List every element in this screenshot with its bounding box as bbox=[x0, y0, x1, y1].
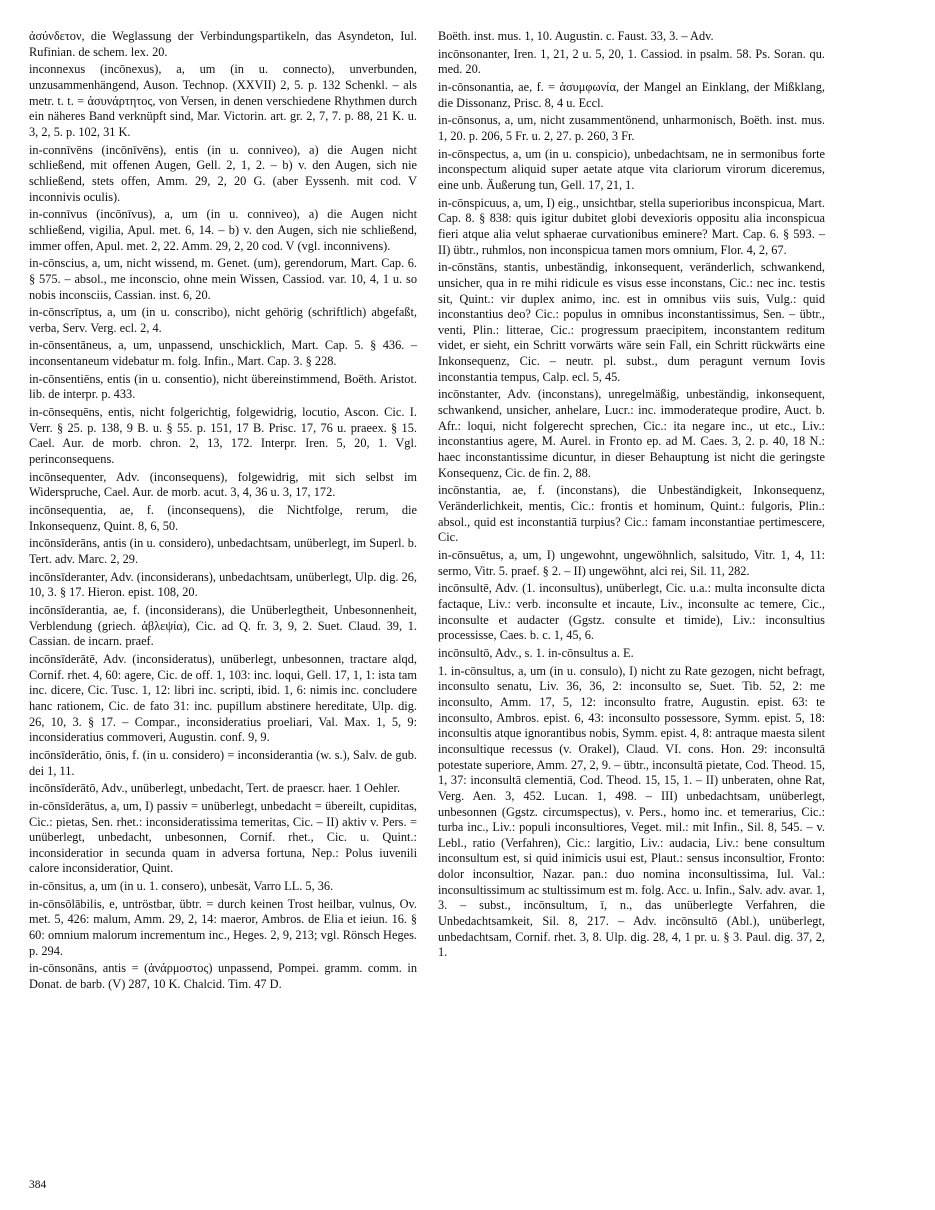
dictionary-entry: incōnsultē, Adv. (1. inconsultus), unüberlegt, Cic. u.a.: multa inconsulte dicta factaque, Liv.: verb. inconsulte et incaute, Liv., inconsulte ac temere, Cic., inconsulte et audacter (Ggstz. consulte et timide), Liv.: inconsultius processisse, Caes. b. c. 1, 45, 6. bbox=[438, 581, 825, 643]
dictionary-entry: incōnsīderātio, ōnis, f. (in u. considero) = inconsiderantia (w. s.), Salv. de gub. dei 1, 11. bbox=[29, 747, 417, 778]
dictionary-entry: in-cōnsonus, a, um, nicht zusammentönend, unharmonisch, Boëth. inst. mus. 1, 20. p. 206, 5 Fr. u. 2, 27. p. 260, 3 Fr. bbox=[438, 113, 825, 143]
dictionary-entry: inconnexus (incōnexus), a, um (in u. connecto), unverbunden, unzusammenhängend, Auson. Technop. (XXVII) 2, 5. p. 132 Schenkl. – als metr. t. t. = ἀσυνάρτητος, von Versen, in denen verschiedene Rhythmen durch ein näheres Band verknüpft sind, Mar. Victorin. art. gr. 2, 7, 7. p. 88, 21 K. u. 3, 2, 5. p. 102, 31 K. bbox=[29, 62, 417, 139]
dictionary-entry: in-cōnscius, a, um, nicht wissend, m. Genet. (um), gerendorum, Mart. Cap. 6. § 575. – absol., me inconscio, ohne mein Wissen, Cassiod. var. 10, 4, 1 u. so nobis inconsciis, Cassian. inst. 6, 20. bbox=[29, 256, 417, 302]
dictionary-entry: incōnsequenter, Adv. (inconsequens), folgewidrig, mit sich selbst im Widerspruche, Cael. Aur. de morb. acut. 3, 4, 36 u. 3, 17, 172. bbox=[29, 469, 417, 500]
left-column bbox=[29, 29, 417, 995]
dictionary-entry: Boëth. inst. mus. 1, 10. Augustin. c. Faust. 33, 3. – Adv. bbox=[438, 29, 714, 43]
dictionary-entry: incōnsīderāns, antis (in u. considero), unbedachtsam, unüberlegt, im Superl. b. Tert. adv. Marc. 2, 29. bbox=[29, 536, 417, 566]
dictionary-entry: in-cōnsīderātus, a, um, I) passiv = unüberlegt, unbedacht = übereilt, cupiditas, Cic.: pietas, Sen. rhet.: inconsideratissima temeritas, Cic. – II) aktiv v. Pers. = unüberlegt, unbedacht, unbesonnen, Cornif. rhet., Cic. u. Quint.: inconsideratior in secunda quam in adversa fortuna, Nep.: Polus iuvenili calore inconsideratior, Quint. bbox=[29, 798, 417, 876]
dictionary-entry: in-cōnsitus, a, um (in u. 1. consero), unbesät, Varro LL. 5, 36. bbox=[29, 879, 334, 894]
dictionary-entry: in-cōnspectus, a, um (in u. conspicio), unbedachtsam, ne in sermonibus forte inconspectum aliquid super aetate atque vita clariorum virorum diceremus, eine unb. Äußerung tun, Gell. 17, 21, 1. bbox=[438, 146, 825, 192]
dictionary-entry: in-cōnsonāns, antis = (ἀνάρμοστος) unpassend, Pompei. gramm. comm. in Donat. de barb. (V) 287, 10 K. Chalcid. Tim. 47 D. bbox=[29, 961, 417, 992]
dictionary-entry: 1. in-cōnsultus, a, um (in u. consulo), I) nicht zu Rate gezogen, nicht befragt, inconsulto senatu, Liv. 36, 36, 2: inconsulto se, Suet. Tib. 52, 2: me inconsulto, Amm. 17, 5, 12: inconsulto fratre, Augustin. epist. 63: te inconsulto, Ambros. epist. 6, 43: inconsulto possessore, Symm. epist. 5, 18: inconsultis atque ignorantibus nobis, Symm. epist. 4, 8: antraque maesta silent inconsultique recessus (v. Orakel), Claud. VI. cons. Hon. 29: inconsultā potestate superiore, Amm. 27, 2, 9. – übtr., inconsultā pietate, Cod. Theod. 15, 1, 37: inconsultā clementiā, Cod. Theod. 15, 15, 1. – II) unberaten, ohne Rat, Verg. Aen. 3, 452. Lucan. 1, 498. – III) unbedachtsam, unüberlegt, unbesonnen (Ggstz. circumspectus), v. Pers., homo inc. et temerarius, Cic.: turba inc., Liv.: populi inconsultiores, Veget. mil.: mit Infin., Sil. 8, 545. – v. Lebl., ratio (Verfahren), Cic.: largitio, Liv.: audacia, Liv.: bene consultum inconsultum est, si quid inimicis usui est, Plaut.: sensus inconsultior, Fronto: dolor inconsultior, Nazar. pan.: duo nomina inconsultissima, Iul. Val.: inconsultissimum ac stultissimum est m. folg. Acc. u. Infin., Salv. adv. avar. 1, 3. – subst., incōnsultum, ī, n., das unüberlegte Verfahren, die Unbedachtsamkeit, Sil. 8, 217. – Adv. incōnsultō (Abl.), unüberlegt, unbedachtsam, Cornif. rhet. 3, 8. Ulp. dig. 28, 4, 1 pr. u. § 3. Paul. dig. 37, 2, 1. bbox=[438, 663, 825, 960]
dictionary-entry: incōnsīderanter, Adv. (inconsiderans), unbedachtsam, unüberlegt, Ulp. dig. 26, 10, 3. § 17. Hieron. epist. 108, 20. bbox=[29, 569, 417, 600]
dictionary-entry: incōnstantia, ae, f. (inconstans), die Unbeständigkeit, Inkonsequenz, Veränderlichkeit, mentis, Cic.: frontis et hominum, Quint.: fulgoris, Plin.: absol., quid est inconstantiā turpius? Cic.: famam inconstantiae pertimescere, Cic. bbox=[438, 483, 825, 545]
page-number: 384 bbox=[29, 1179, 47, 1191]
dictionary-entry: incōnstanter, Adv. (inconstans), unregelmäßig, unbeständig, inkonsequent, schwankend, unsicher, anhelare, Lucr.: inc. immoderateque prodire, Auct. b. Afr.: loqui, nicht folgerecht sprechen, Cic.: ita negare inc., ut etc., Liv.: inconstantius agere, M. Aurel. in Fronto ep. ad M. Caes. 3, 2. p. 40, 18 N.: haec inconstantissime dicuntur, in dieser Behauptung ist nicht die geringste Konsequenz, Cic. de fin. 2, 88. bbox=[438, 387, 825, 480]
dictionary-entry: incōnsīderātē, Adv. (inconsideratus), unüberlegt, unbesonnen, tractare alqd, Cornif. rhet. 4, 60: agere, Cic. de off. 1, 103: inc. loqui, Gell. 17, 1, 1: ista tam inc. dicere, Cic. Tusc. 1, 12: libri inc. scripti, ibid. 1, 6: nimis inc. concludere hanc rationem, Cic. de fato 31: inc. pupillum abstinere hereditate, Ulp. dig. 26, 10, 3. § 17. – Compar., inconsideratius proeliari, Val. Max. 1, 5, 9: inconsideratius commoveri, Augustin. conf. 9, 9. bbox=[29, 651, 417, 745]
dictionary-entry: in-cōnspicuus, a, um, I) eig., unsichtbar, stella superioribus inconspicua, Mart. Cap. 8. § 838: quis igitur dubitet globi devexioris oppositu alia inconspicua fieri atque alia velut sphaerae curvationibus eminere? Mart. Cap. 6. § 593. – II) übtr., ruhmlos, non inconspicua tamen mors omnium, Flor. 4, 2, 67. bbox=[438, 195, 825, 257]
dictionary-entry: in-cōnsōlābilis, e, untröstbar, übtr. = durch keinen Trost heilbar, vulnus, Ov. met. 5, 426: malum, Amm. 29, 2, 14: maeror, Ambros. de Elia et ieiun. 16. § 60: omnium malorum incrementum inc., Heges. 2, 9, 213; vgl. Rönsch Heges. p. 294. bbox=[29, 896, 417, 958]
dictionary-entry: in-cōnscrīptus, a, um (in u. conscribo), nicht gehörig (schriftlich) abgefaßt, verba, Serv. Verg. ecl. 2, 4. bbox=[29, 305, 417, 335]
right-column bbox=[438, 29, 825, 963]
dictionary-entry: in-cōnsentiēns, entis (in u. consentio), nicht übereinstimmend, Boëth. Aristot. lib. de interpr. p. 433. bbox=[29, 371, 417, 402]
dictionary-entry: in-cōnsentāneus, a, um, unpassend, unschicklich, Mart. Cap. 5. § 436. – inconsentaneum videbatur m. folg. Infin., Mart. Cap. 3. § 228. bbox=[29, 338, 417, 369]
dictionary-entry: in-cōnsuētus, a, um, I) ungewohnt, ungewöhnlich, salsitudo, Vitr. 1, 4, 11: sermo, Vitr. 5. praef. § 2. – II) ungewöhnt, alci rei, Sil. 11, 282. bbox=[438, 548, 825, 578]
dictionary-entry: incōnsīderantia, ae, f. (inconsiderans), die Unüberlegtheit, Unbesonnenheit, Verblendung (griech. ἀβλεψία), Cic. ad Q. fr. 3, 9, 2. Suet. Claud. 39, 1. Cassian. de incarn. praef. bbox=[29, 602, 417, 649]
dictionary-entry: in-cōnsonantia, ae, f. = ἀσυμφωνία, der Mangel an Einklang, der Mißklang, die Dissonanz, Prisc. 8, 4 u. Eccl. bbox=[438, 79, 825, 110]
dictionary-entry: incōnsonanter, Iren. 1, 21, 2 u. 5, 20, 1. Cassiod. in psalm. 58. Ps. Soran. qu. med. 20. bbox=[438, 46, 825, 77]
dictionary-entry: incōnsequentia, ae, f. (inconsequens), die Nichtfolge, rerum, die Inkonsequenz, Quint. 8, 6, 50. bbox=[29, 503, 417, 533]
dictionary-entry: in-connīvēns (incōnīvēns), entis (in u. conniveo), a) die Augen nicht schließend, mit offenen Augen, Gell. 2, 1, 2. – b) v. den Augen, sich nie schließend, stets offen, Amm. 29, 2, 20 G. (aber Eyssenh. mit cod. V inconnivis oculis). bbox=[29, 142, 417, 204]
dictionary-entry: incōnsultō, Adv., s. 1. in-cōnsultus a. E. bbox=[438, 645, 634, 660]
dictionary-entry: in-cōnsequēns, entis, nicht folgerichtig, folgewidrig, locutio, Ascon. Cic. I. Verr. § 25. p. 138, 9 B. u. § 55. p. 151, 17 B. Prisc. 17, 76 u. praeex. § 15. Cael. Aur. de morb. chron. 2, 13, 172. Interpr. Iren. 5, 20, 1. Vgl. perinconsequens. bbox=[29, 405, 417, 467]
dictionary-entry: ἀσύνδετον, die Weglassung der Verbindungspartikeln, das Asyndeton, Iul. Rufinian. de schem. lex. 20. bbox=[29, 29, 417, 59]
dictionary-entry: incōnsīderātō, Adv., unüberlegt, unbedacht, Tert. de praescr. haer. 1 Oehler. bbox=[29, 781, 401, 796]
dictionary-entry: in-cōnstāns, stantis, unbeständig, inkonsequent, veränderlich, schwankend, unsicher, qua in re mihi ridicule es visus esse inconstans, Cic.: nec inc. testis sit, Quint.: vir duplex animo, inc. est in omnibus viis suis, Vulg.: quid inconstantius deo? Cic.: populus in omnibus inconstantissimus, Sen. – übtr., venti, Plin.: litterae, Cic.: progressum praecipitem, inconstantem reditum videt, er sieht, ein Schritt vorwärts wäre sein Fall, ein Schritt rückwärts eine Inkonsequenz, Cic. – neutr. pl. subst., dum peragunt vernum Iovis inconstantia tempus, Calp. ecl. 5, 45. bbox=[438, 260, 825, 384]
dictionary-entry: in-connīvus (incōnīvus), a, um (in u. conniveo), a) die Augen nicht schließend, vigilia, Apul. met. 6, 14. – b) v. den Augen, sich nie schließend, immer offen, Apul. met. 2, 22. Amm. 29, 2, 20 cod. V (vgl. inconnivens). bbox=[29, 207, 417, 253]
